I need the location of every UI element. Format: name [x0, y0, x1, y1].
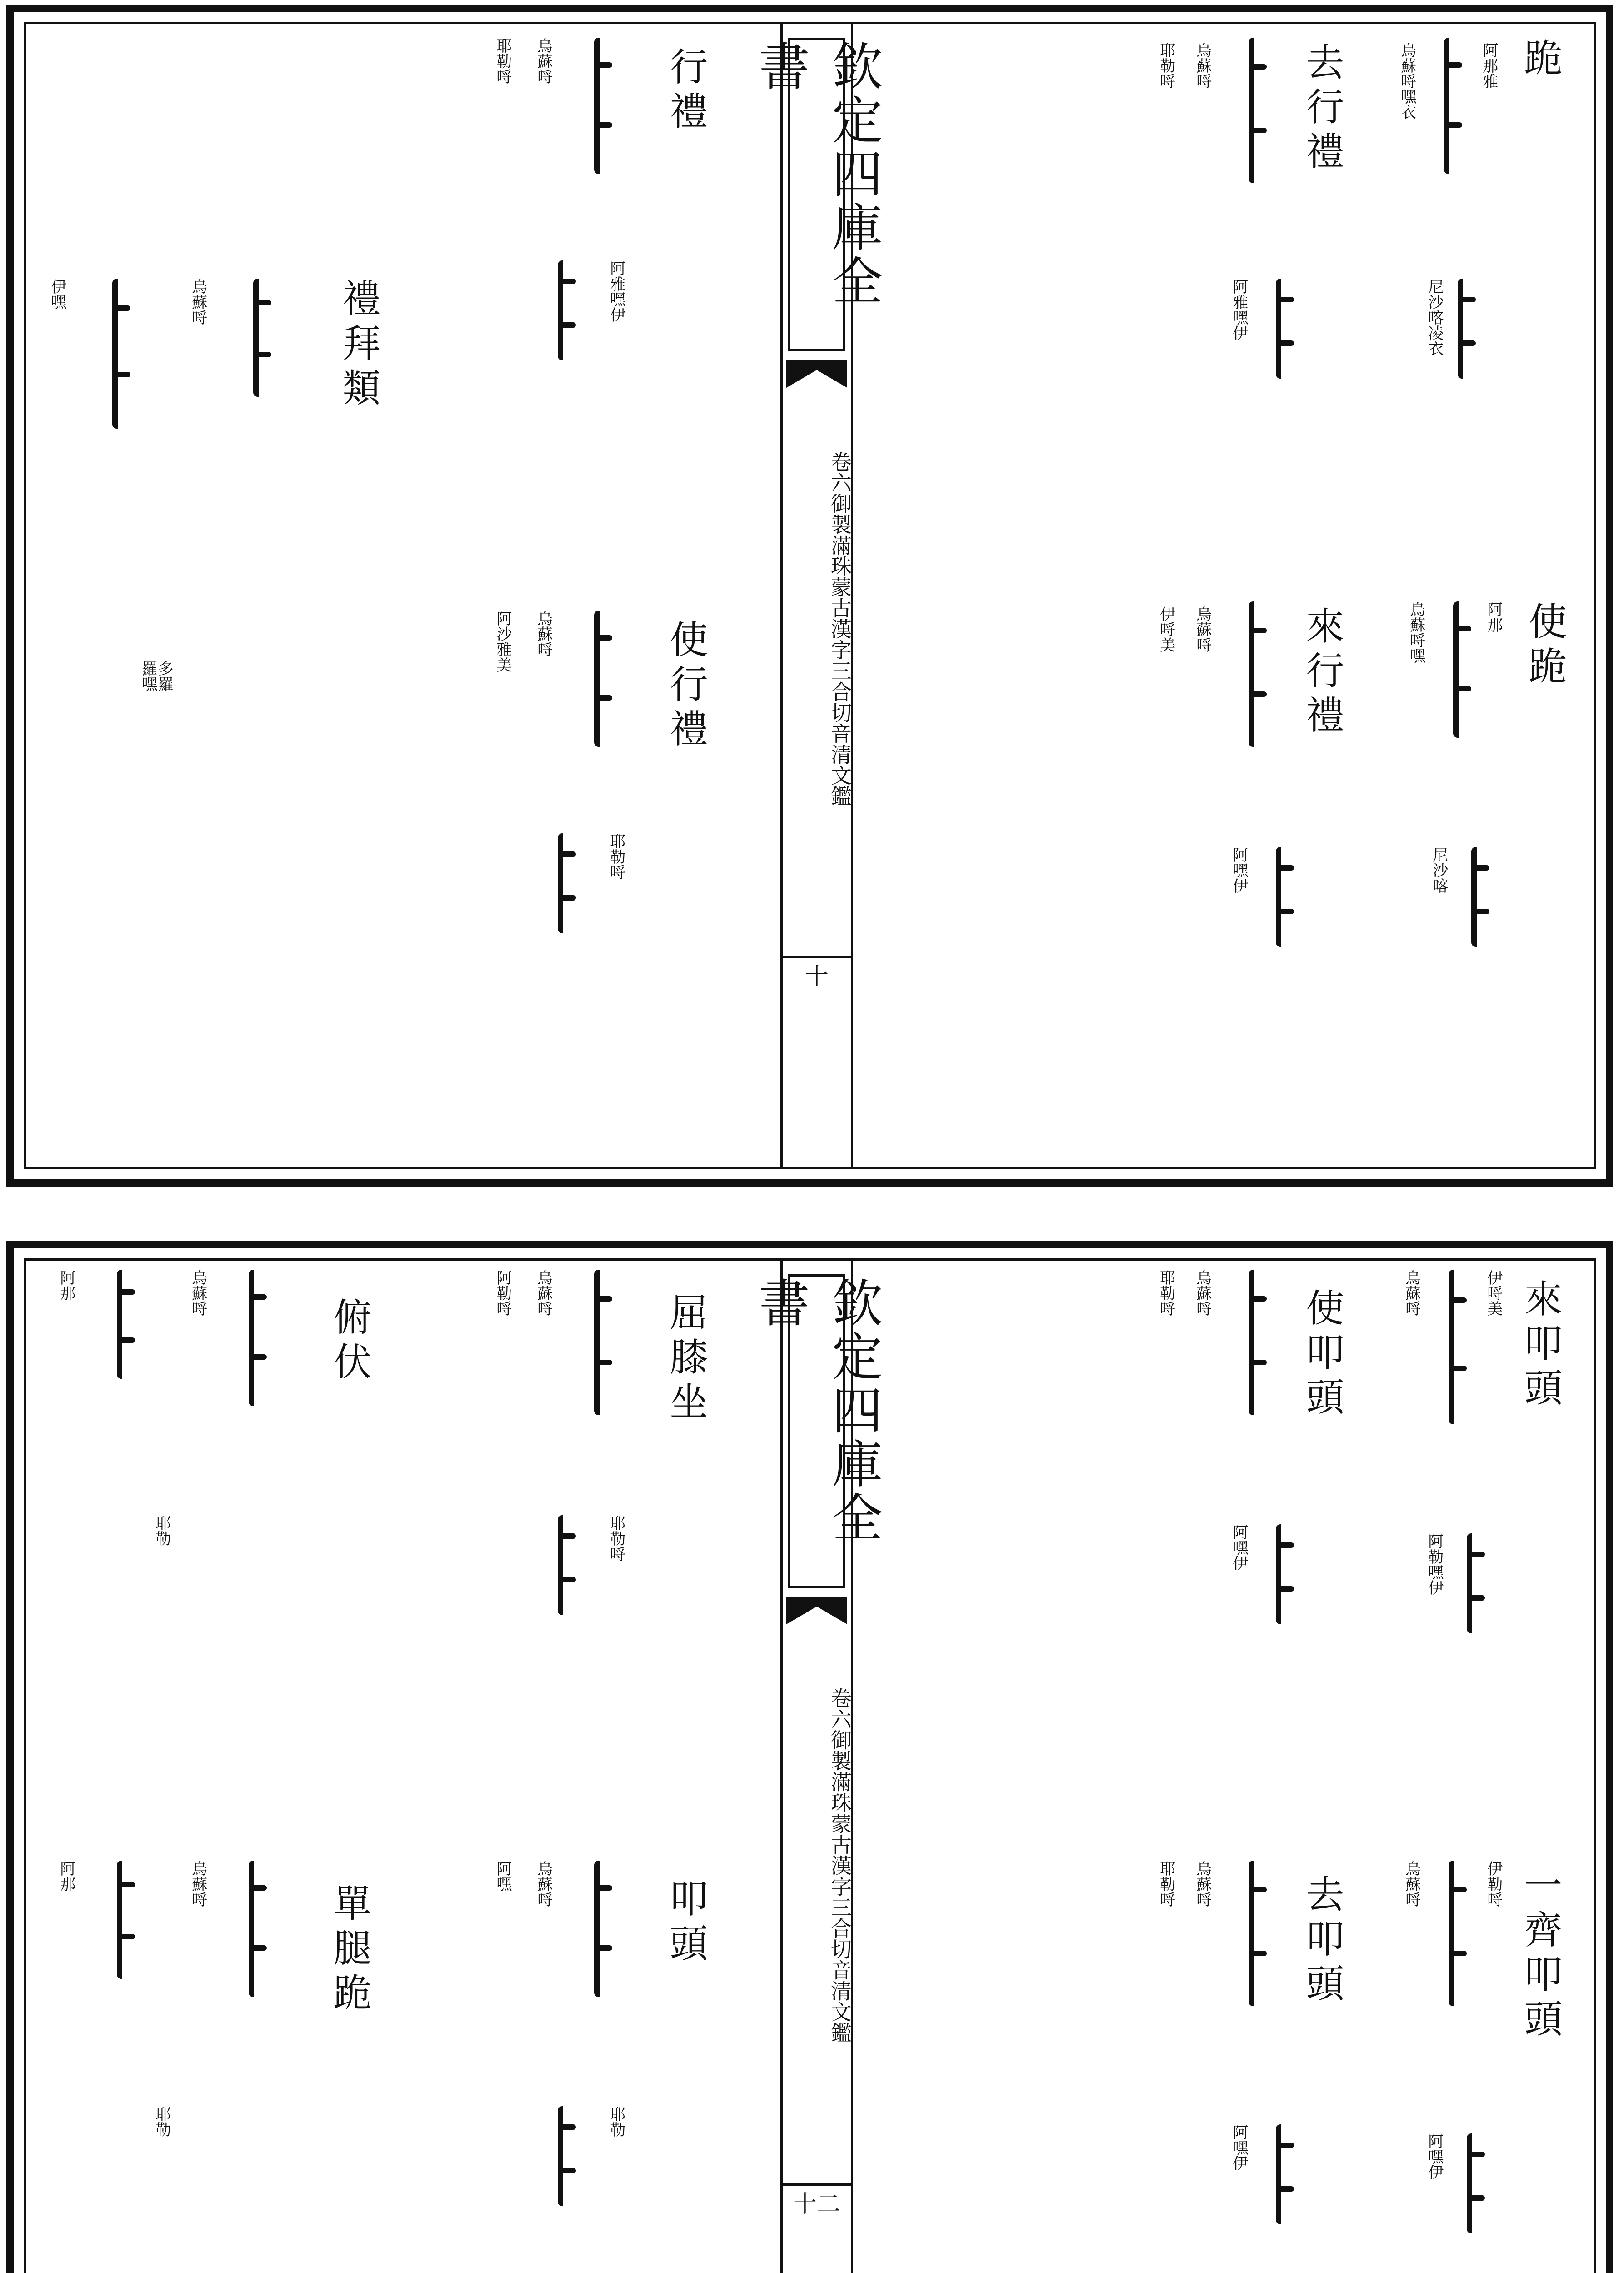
entry-top-5 [1139, 592, 1376, 1161]
gloss: 耶勒 [607, 2106, 625, 2137]
manchu-script [1467, 2133, 1486, 2233]
gloss: 耶勒哷 [1157, 42, 1175, 89]
headword: 去行禮 [1300, 42, 1344, 176]
gloss: 阿嘿伊 [1229, 847, 1248, 893]
top-page-frame [24, 22, 1596, 1169]
top-fishtail-mark [786, 360, 847, 388]
gloss: 烏蘇哷嘿衣 [1398, 42, 1416, 120]
headword: 行禮 [664, 47, 708, 136]
manchu-script [594, 611, 613, 747]
gloss: 阿嘿 [493, 1861, 512, 1892]
gloss: 阿那 [1484, 601, 1503, 632]
gloss: 耶勒哷 [607, 833, 625, 880]
manchu-script [117, 1861, 136, 1979]
gloss: 伊勒哷 [1484, 1861, 1503, 1907]
headword: 使行禮 [664, 620, 708, 753]
entry-bottom-0 [1389, 1261, 1599, 1852]
headword: 來叩頭 [1518, 1279, 1563, 1412]
manchu-script [249, 1861, 268, 1997]
top-spine-title: 欽定四庫全書 [788, 38, 845, 351]
manchu-script [1276, 279, 1295, 379]
gloss: 耶勒哷 [493, 38, 512, 84]
manchu-script [117, 1270, 136, 1379]
headword: 跪 [1518, 38, 1563, 82]
gloss: 烏蘇哷 [534, 1861, 553, 1907]
entry-top-3 [40, 251, 399, 706]
gloss: 烏蘇哷 [1193, 1861, 1212, 1907]
manchu-script [594, 38, 613, 174]
entry-top-1 [1139, 24, 1376, 592]
headword: 單腿跪 [327, 1883, 372, 2017]
gloss: 烏蘇哷 [1193, 1270, 1212, 1316]
entry-bottom-7 [40, 1852, 399, 2273]
manchu-script [1276, 847, 1295, 947]
manchu-script [594, 1270, 613, 1415]
gloss: 伊哷美 [1484, 1270, 1503, 1316]
gloss: 阿雅嘿伊 [607, 260, 625, 322]
entry-bottom-4 [1389, 1852, 1599, 2273]
headword: 叩頭 [664, 1879, 708, 1968]
gloss: 烏蘇哷 [534, 38, 553, 84]
bottom-spine-page: 十二 [783, 2183, 851, 2218]
manchu-script [1458, 279, 1477, 379]
gloss: 烏蘇哷 [189, 1861, 207, 1907]
headword: 去叩頭 [1300, 1874, 1344, 2008]
gloss: 烏蘇哷 [1193, 606, 1212, 652]
headword: 使跪 [1523, 601, 1567, 691]
gloss: 阿那 [57, 1270, 75, 1301]
gloss: 烏蘇哷 [1193, 42, 1212, 89]
gloss: 耶勒哷 [607, 1515, 625, 1562]
manchu-script [1276, 2124, 1295, 2224]
top-spine-book: 御製滿珠蒙古漢字三合切音清文鑑 [828, 493, 852, 806]
gloss: 烏蘇哷 [189, 279, 207, 325]
gloss: 阿勒嘿伊 [1425, 1533, 1444, 1595]
bottom-spine-title: 欽定四庫全書 [788, 1274, 845, 1588]
gloss: 烏蘇哷 [1402, 1270, 1421, 1316]
headword: 禮拜類 [336, 279, 381, 412]
bottom-page-frame [24, 1258, 1596, 2273]
gloss: 阿勒哷 [493, 1270, 512, 1316]
top-page [6, 5, 1613, 1187]
entry-bottom-6 [412, 1852, 753, 2273]
gloss: 尼沙喀 [1429, 847, 1448, 893]
manchu-script [558, 833, 577, 933]
gloss: 阿沙雅美 [493, 611, 512, 672]
gloss: 伊哷美 [1157, 606, 1175, 652]
gloss: 阿嘿伊 [1229, 2124, 1248, 2171]
entry-bottom-3 [40, 1261, 399, 1852]
entry-top-4 [1389, 592, 1599, 1161]
manchu-script [253, 279, 272, 397]
gloss: 耶勒哷 [1157, 1861, 1175, 1907]
gloss: 尼沙喀凌衣 [1425, 279, 1444, 356]
bottom-page [6, 1241, 1613, 2273]
entry-top-2 [412, 24, 753, 592]
gloss: 烏蘇哷 [1402, 1861, 1421, 1907]
manchu-script [594, 1861, 613, 1997]
headword: 使叩頭 [1300, 1288, 1344, 1422]
manchu-script [1453, 601, 1472, 738]
entry-top-6 [412, 592, 753, 1161]
gloss: 耶勒 [152, 2106, 171, 2137]
gloss: 烏蘇哷 [189, 1270, 207, 1316]
bottom-spine [750, 1261, 883, 2273]
manchu-script [1249, 1270, 1268, 1415]
top-spine [750, 24, 883, 1167]
gloss: 阿雅嘿伊 [1229, 279, 1248, 340]
entry-bottom-1 [1139, 1261, 1376, 1852]
gloss: 阿那雅 [1479, 42, 1498, 89]
headword: 一齊叩頭 [1518, 1865, 1563, 2043]
manchu-script [558, 2106, 577, 2206]
manchu-script [1467, 1533, 1486, 1633]
manchu-script [1249, 38, 1268, 183]
headword: 屈膝坐 [664, 1292, 708, 1426]
gloss: 耶勒哷 [1157, 1270, 1175, 1316]
top-spine-volume: 卷六 [828, 451, 852, 493]
top-spine-subtitle [783, 401, 851, 856]
headword: 俯伏 [327, 1297, 372, 1386]
bottom-spine-book: 御製滿珠蒙古漢字三合切音清文鑑 [828, 1729, 852, 2043]
gloss: 烏蘇哷 [534, 1270, 553, 1316]
entry-bottom-5 [1139, 1852, 1376, 2273]
bottom-spine-volume: 卷六 [828, 1687, 852, 1729]
manchu-script [249, 1270, 268, 1406]
manchu-script [558, 1515, 577, 1615]
gloss: 阿那 [57, 1861, 75, 1892]
headword: 來行禮 [1300, 606, 1344, 740]
manchu-script [1249, 1861, 1268, 2006]
gloss: 烏蘇哷 [534, 611, 553, 657]
manchu-script [558, 260, 577, 360]
manchu-script [1276, 1524, 1295, 1624]
gloss: 多羅羅嘿 [139, 661, 174, 691]
manchu-script [1444, 38, 1463, 174]
gloss: 烏蘇哷嘿 [1407, 601, 1425, 663]
bottom-spine-subtitle [783, 1638, 851, 2093]
manchu-script [1449, 1861, 1468, 2006]
bottom-fishtail-mark [786, 1597, 847, 1624]
manchu-script [1471, 847, 1490, 947]
gloss: 阿嘿伊 [1425, 2133, 1444, 2180]
top-spine-page: 十 [783, 956, 851, 990]
manchu-script [1449, 1270, 1468, 1424]
gloss: 伊嘿 [48, 279, 66, 310]
entry-top-0 [1389, 24, 1599, 592]
gloss: 阿嘿伊 [1229, 1524, 1248, 1571]
gloss: 耶勒 [152, 1515, 171, 1546]
manchu-script [112, 279, 131, 429]
entry-bottom-2 [412, 1261, 753, 1852]
manchu-script [1249, 601, 1268, 747]
